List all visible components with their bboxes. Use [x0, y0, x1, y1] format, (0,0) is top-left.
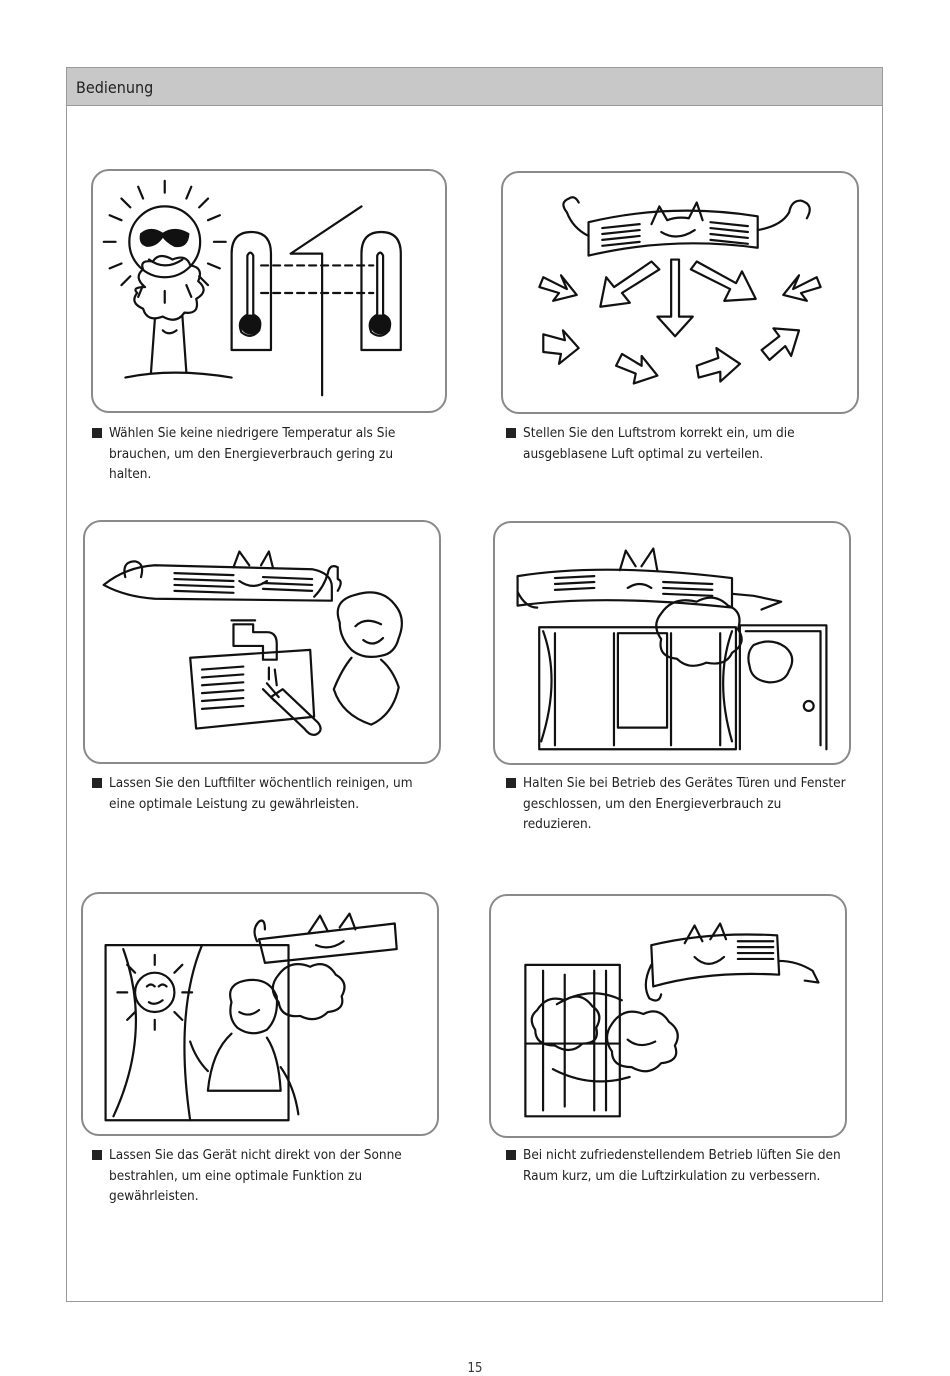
illustration-filter-cleaning: [83, 520, 441, 764]
caption-windows-closed: Halten Sie bei Betrieb des Gerätes Türen und Fenster geschlossen, um den Energieverbrauch zu reduzieren.: [506, 773, 846, 835]
bullet-square-icon: [92, 778, 102, 788]
ac-unit-icon: [104, 552, 341, 601]
illustration-temperature: [91, 169, 447, 413]
person-icon: [190, 980, 298, 1114]
sun-icon: [104, 181, 226, 303]
window-icon: [539, 627, 736, 749]
cloud-icon: [532, 993, 678, 1081]
illustration-windows-closed: [493, 521, 851, 765]
caption-sun-protection: Lassen Sie das Gerät nicht direkt von der Sonne bestrahlen, um eine optimale Funktion zu gewährleisten.: [92, 1145, 432, 1207]
bullet-square-icon: [506, 1150, 516, 1160]
ac-unit-icon: [563, 197, 809, 255]
section-header: [67, 68, 882, 106]
bullet-square-icon: [92, 1150, 102, 1160]
caption-filter-cleaning: Lassen Sie den Luftfilter wöchentlich reinigen, um eine optimale Leistung zu gewährleisten.: [92, 773, 432, 814]
caption-airflow: Stellen Sie den Luftstrom korrekt ein, um die ausgeblasene Luft optimal zu verteilen.: [506, 423, 846, 464]
illustration-ventilation: [489, 894, 847, 1138]
section-title: Bedienung: [76, 78, 154, 97]
airflow-arrows: [539, 260, 820, 384]
page-number: 15: [467, 1361, 483, 1376]
bullet-square-icon: [92, 428, 102, 438]
filter-icon: [190, 650, 314, 729]
caption-ventilation: Bei nicht zufriedenstellendem Betrieb lüften Sie den Raum kurz, um die Luftzirkulation zu verbessern.: [506, 1145, 846, 1186]
thermometer-outside-icon: [232, 232, 271, 350]
cloud-icon: [273, 964, 345, 1019]
person-icon: [334, 592, 402, 724]
thermometer-inside-icon: [261, 232, 401, 350]
ac-unit-icon: [518, 549, 782, 610]
bullet-square-icon: [506, 428, 516, 438]
sun-icon: [117, 955, 192, 1030]
ac-unit-icon: [255, 914, 397, 963]
illustration-airflow: [501, 171, 859, 414]
caption-temperature: Wählen Sie keine niedrigere Temperatur als Sie brauchen, um den Energieverbrauch gering zu halten.: [92, 423, 432, 485]
house-wall: [291, 206, 362, 395]
door-icon: [740, 625, 827, 749]
illustration-sun-protection: [81, 892, 439, 1136]
bullet-square-icon: [506, 778, 516, 788]
ac-unit-icon: [646, 924, 819, 1001]
